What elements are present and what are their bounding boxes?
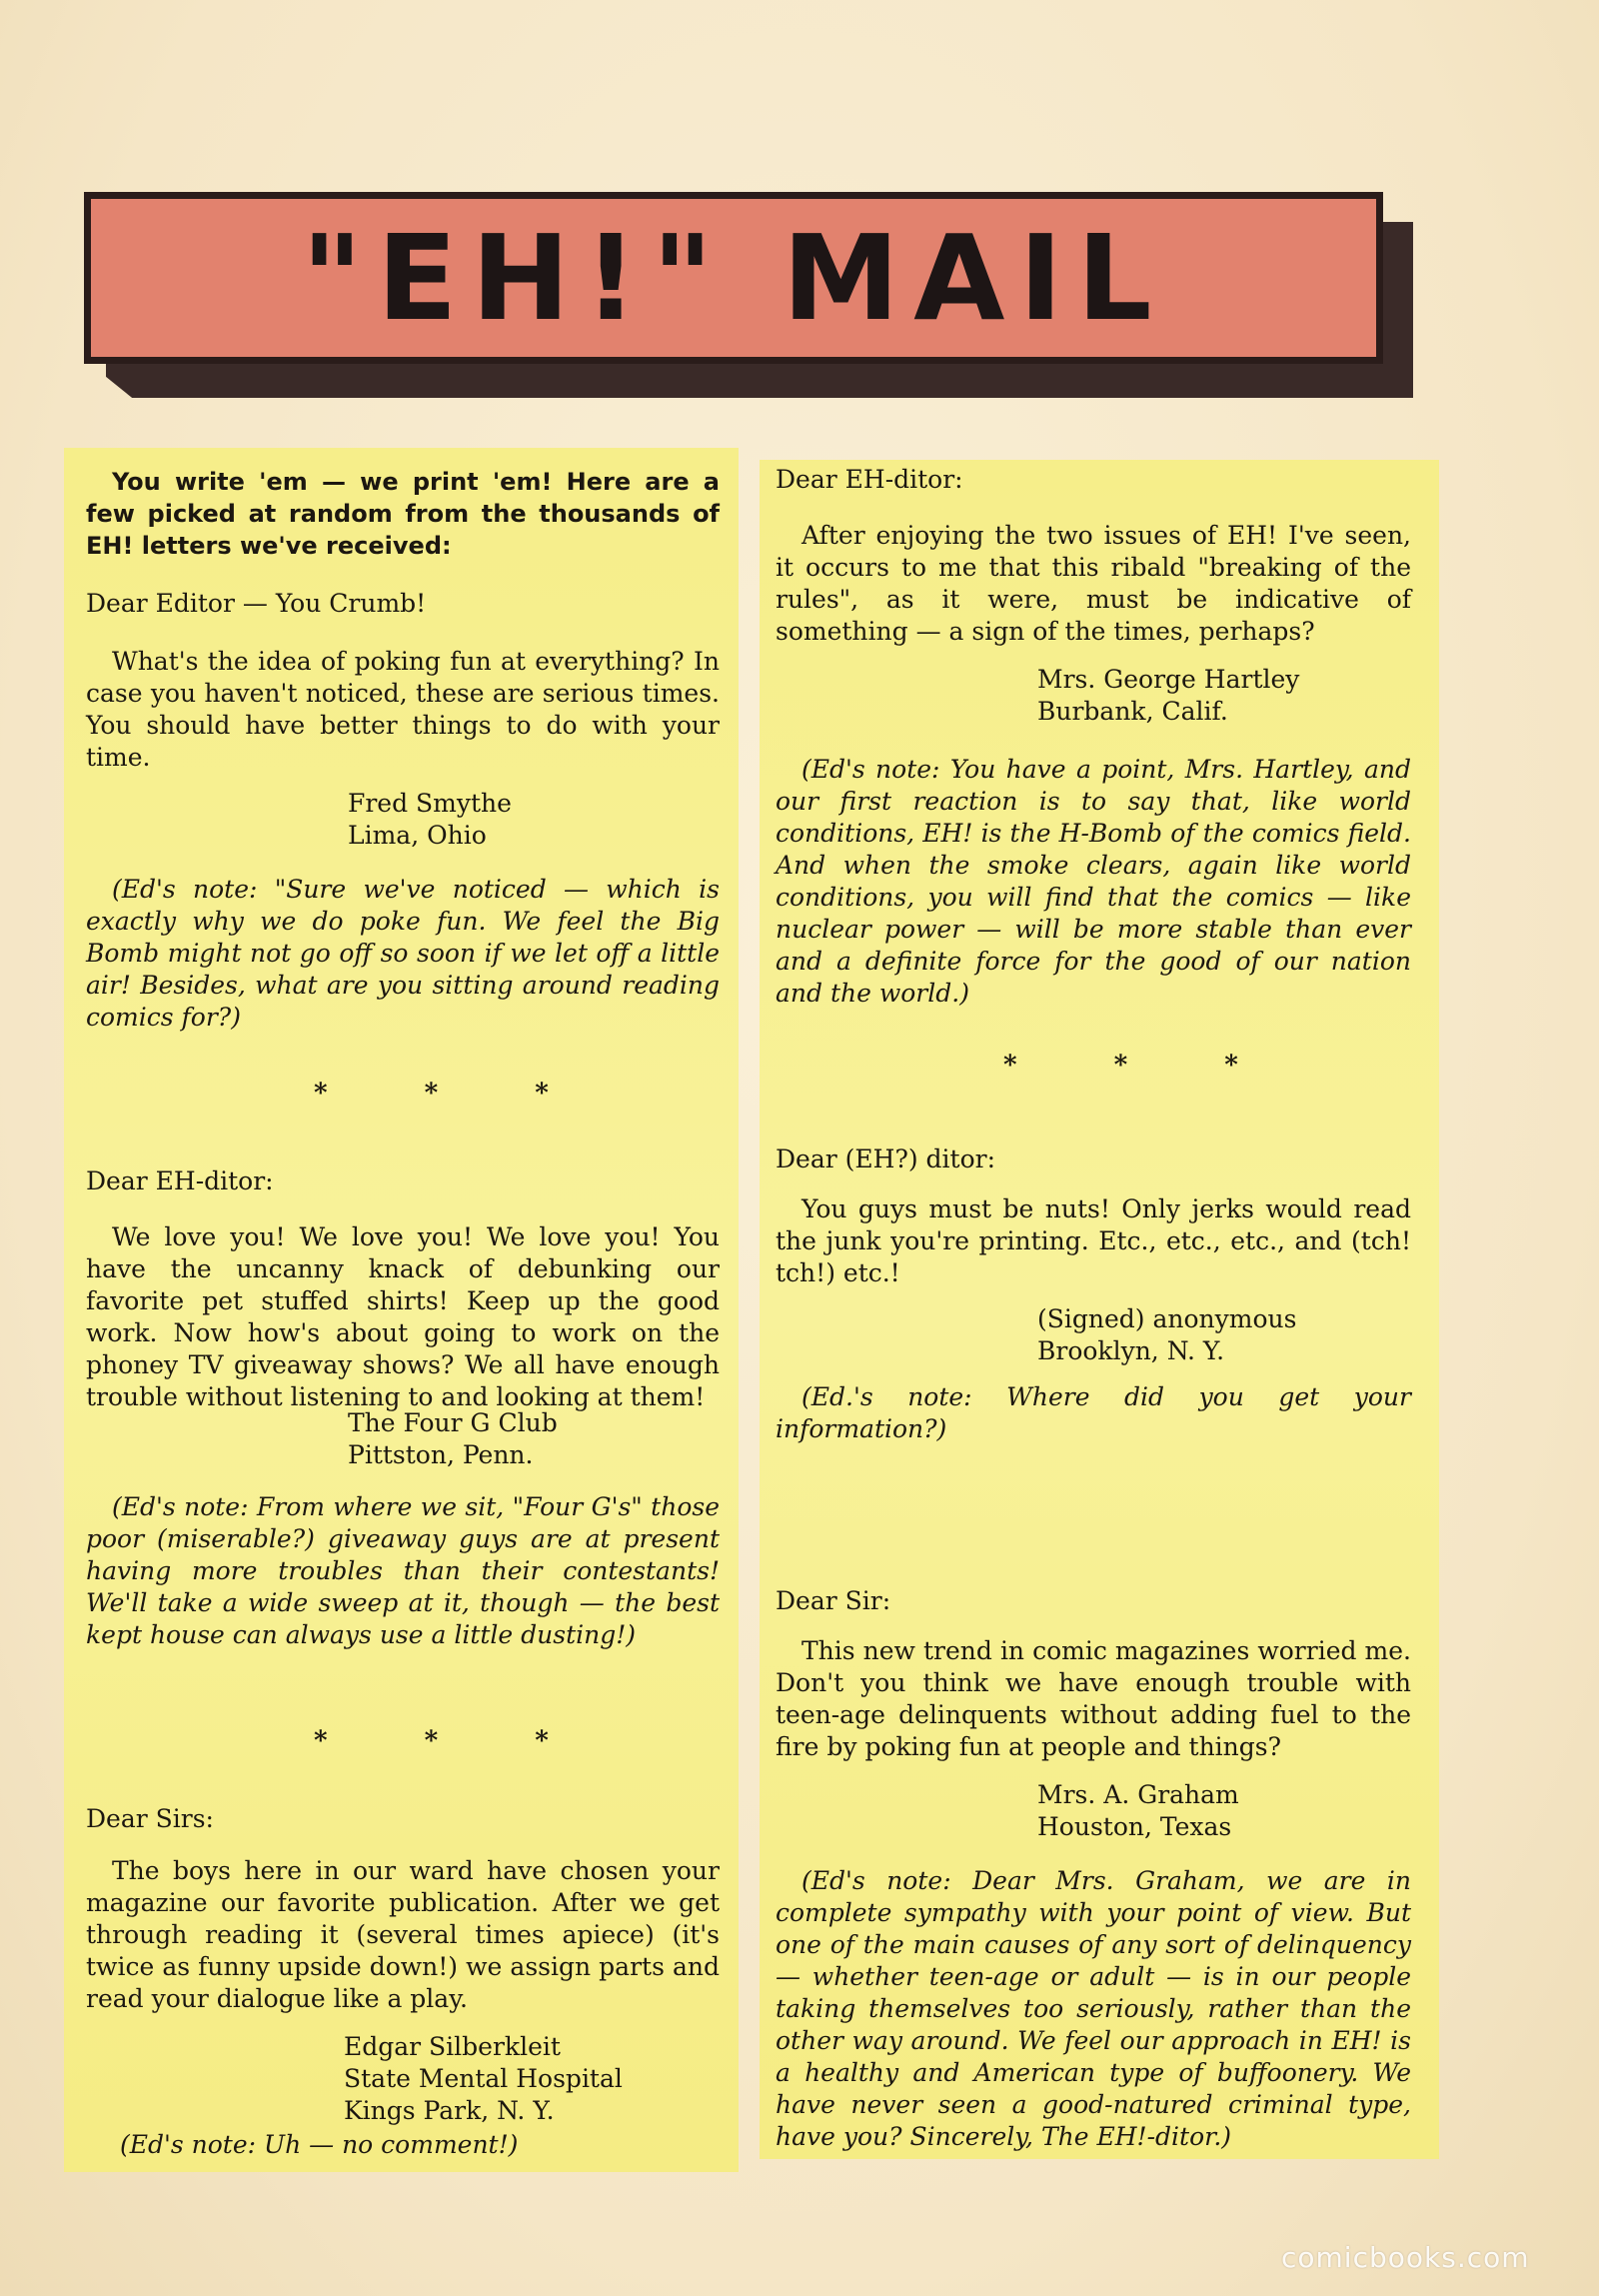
signature-name: Mrs. George Hartley (1037, 665, 1300, 694)
separator-stars: * * * (314, 1079, 593, 1109)
letter-salutation: Dear Sir: (776, 1586, 891, 1615)
letter-body: The boys here in our ward have chosen your magazine our favorite publication. After we get through reading it (several times apiece) (it's twice as funny upside down!) we assign parts and read your dialogue like a play. (86, 1856, 720, 2013)
page-title: "EH!" MAIL (301, 209, 1166, 347)
letter-body: What's the idea of poking fun at everything? In case you haven't noticed, these are serious times. You should have better things to do with your time. (86, 647, 720, 772)
editor-note: (Ed's note: From where we sit, "Four G's" those poor (miserable?) giveaway guys are at present having more troubles than their contestants! We'll take a wide sweep at it, though — the best kept house can always use a little dusting!) (86, 1492, 720, 1649)
signature-place: Lima, Ohio (348, 821, 487, 850)
editor-note: (Ed's note: Dear Mrs. Graham, we are in complete sympathy with your point of view. But one of the main causes of any sort of delinquency — whether teen-age or adult — is in our people taking themselves too seriously, rather than the other way around. We feel our approach in EH! is a healthy and American type of buffoonery. We have never seen a good-natured criminal type, have you? Sincerely, The EH!-ditor.) (776, 1866, 1411, 2151)
letter-signature (1037, 1779, 1239, 1843)
signature-place: Houston, Texas (1037, 1812, 1232, 1841)
signature-name: Edgar Silberkleit (344, 2032, 561, 2061)
letter-body: This new trend in comic magazines worried me. Don't you think we have enough trouble with teen-age delinquents without adding fuel to the fire by poking fun at people and things? (776, 1636, 1411, 1761)
letter-salutation: Dear EH-ditor: (776, 465, 963, 494)
letter-salutation: Dear EH-ditor: (86, 1166, 274, 1195)
letter-body: You guys must be nuts! Only jerks would read the junk you're printing. Etc., etc., etc., and (tch! tch!) etc.! (776, 1194, 1411, 1287)
letter-signature (344, 2031, 623, 2127)
site-watermark: comicbooks.com (1281, 2241, 1530, 2274)
editor-note: (Ed.'s note: Where did you get your information?) (776, 1382, 1411, 1443)
letter-salutation: Dear (EH?) ditor: (776, 1145, 996, 1173)
signature-place: Pittston, Penn. (348, 1440, 534, 1469)
signature-name: The Four G Club (348, 1408, 558, 1437)
signature-place: Kings Park, N. Y. (344, 2096, 555, 2125)
letter-body: We love you! We love you! We love you! You have the uncanny knack of debunking our favorite pet stuffed shirts! Keep up the good work. Now how's about going to work on the phoney TV giveaway shows? We all have enough trouble without listening to and looking at them! (86, 1222, 720, 1411)
signature-institution: State Mental Hospital (344, 2064, 623, 2093)
signature-place: Burbank, Calif. (1037, 697, 1228, 726)
letter-body: After enjoying the two issues of EH! I've seen, it occurs to me that this ribald "breaking of the rules", as it were, must be indicative of something — a sign of the times, perhaps? (776, 521, 1411, 646)
signature-name: (Signed) anonymous (1037, 1304, 1297, 1333)
intro-text: You write 'em — we print 'em! Here are a few picked at random from the thousands of EH! letters we've received: (86, 468, 720, 560)
letter-salutation: Dear Sirs: (86, 1804, 214, 1833)
letter-signature (348, 1407, 558, 1471)
letter-salutation: Dear Editor — You Crumb! (86, 589, 427, 618)
letter-signature (348, 788, 512, 852)
banner-plate (84, 192, 1383, 364)
signature-name: Fred Smythe (348, 789, 512, 818)
letter-signature (1037, 1303, 1296, 1367)
signature-place: Brooklyn, N. Y. (1037, 1336, 1225, 1365)
editor-note: (Ed's note: "Sure we've noticed — which is exactly why we do poke fun. We feel the Big Bomb might not go off so soon if we let off a little air! Besides, what are you sitting around reading comics for?) (86, 875, 720, 1032)
editor-note: (Ed's note: Uh — no comment!) (120, 2130, 519, 2159)
separator-stars: * * * (1003, 1051, 1282, 1081)
editor-note: (Ed's note: You have a point, Mrs. Hartley, and our first reaction is to say that, like world conditions, EH! is the H-Bomb of the comics field. And when the smoke clears, again like world conditions, you will find that the comics — like nuclear power — will be more stable than ever and a definite force for the good of our nation and the world.) (776, 755, 1411, 1008)
letter-signature (1037, 664, 1299, 728)
separator-stars: * * * (314, 1726, 593, 1756)
header-banner (84, 192, 1413, 402)
signature-name: Mrs. A. Graham (1037, 1780, 1239, 1809)
